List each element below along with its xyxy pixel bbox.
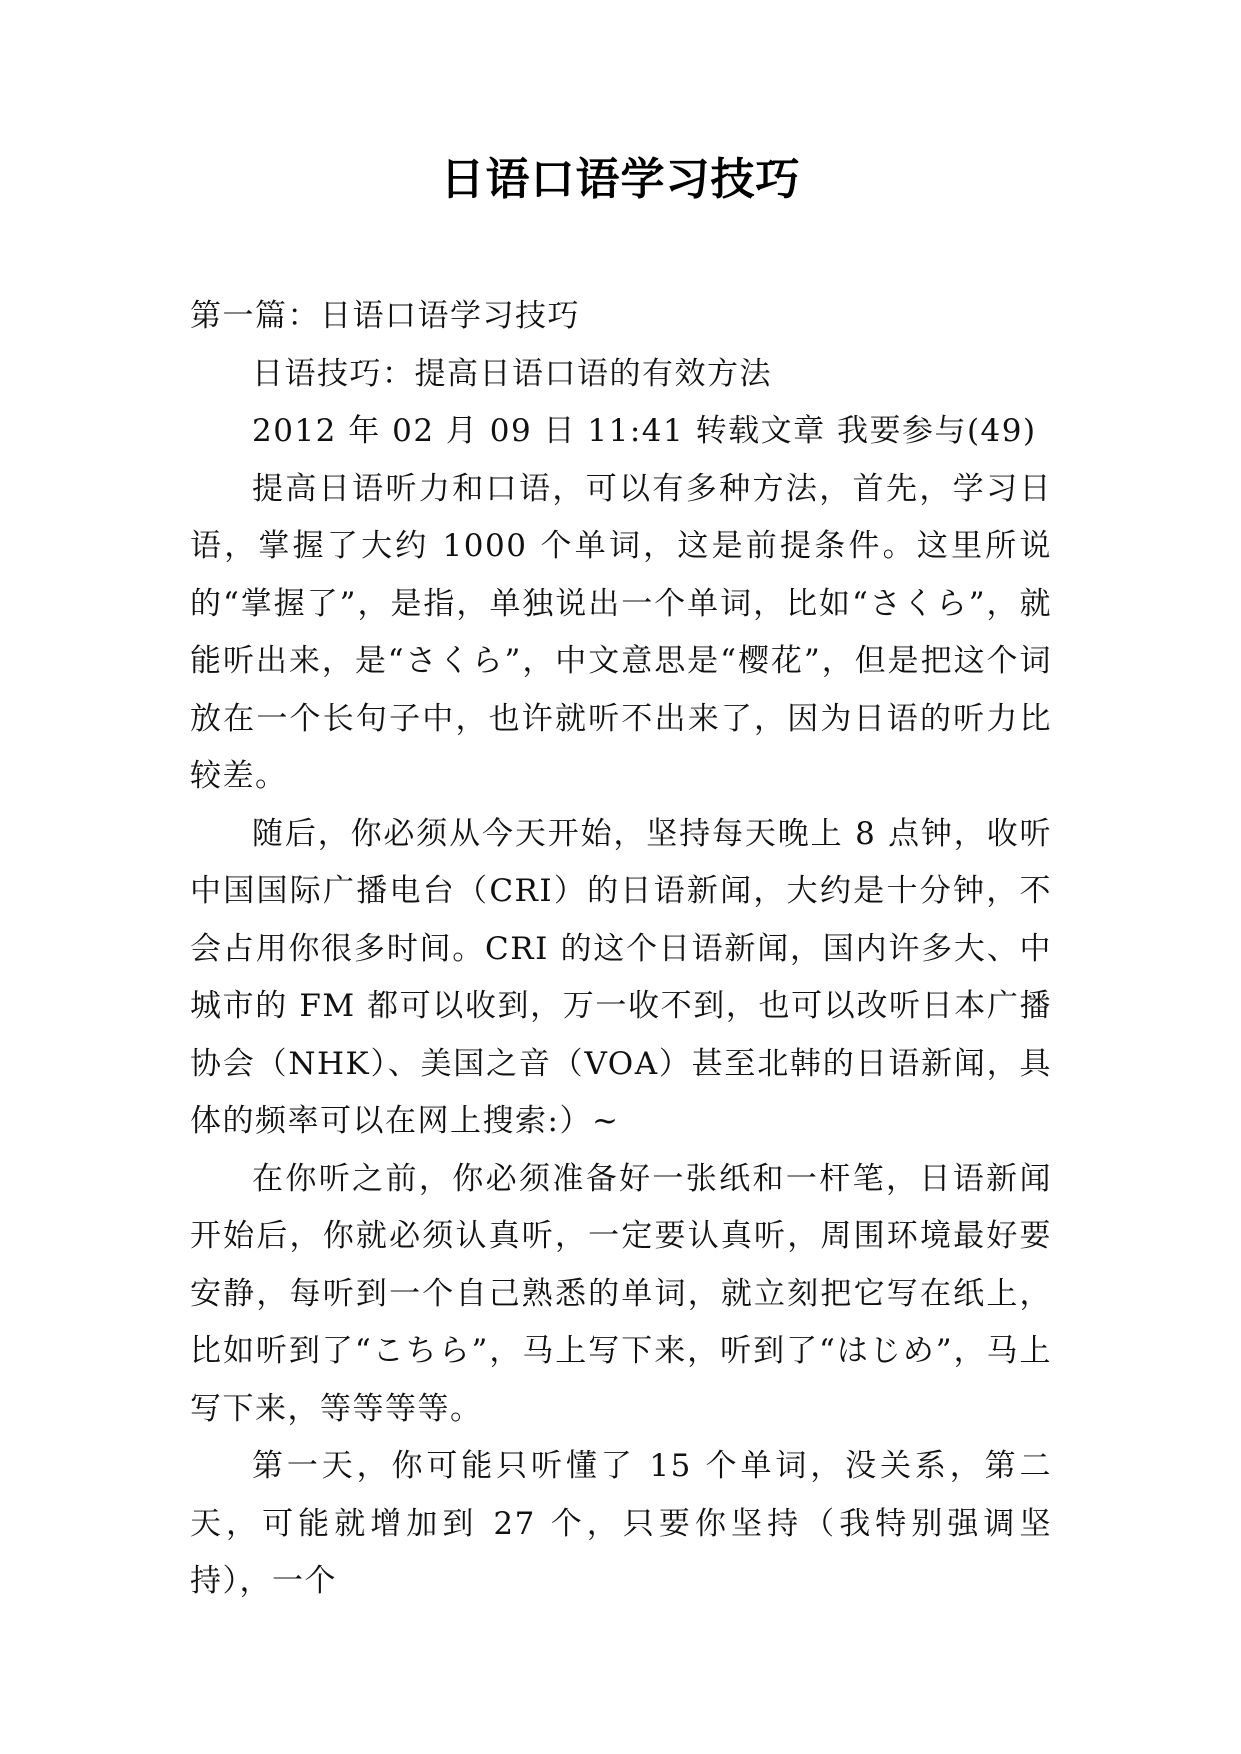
section-heading: 第一篇：日语口语学习技巧 — [190, 298, 580, 334]
article-meta-line: 2012 年 02 月 09 日 11:41 转载文章 我要参与(49) — [252, 413, 1037, 449]
paragraph: 随后，你必须从今天开始，坚持每天晚上 8 点钟，收听中国国际广播电台（CRI）的日语新闻，大约是十分钟，不会占用你很多时间。CRI 的这个日语新闻，国内许多大、中城市的 FM 都可以收到，万一收不到，也可以改听日本广播协会（NHK）、美国之音（VOA）甚至北韩的日语新闻，具体的频率可以在网上搜索:）~ — [190, 815, 1052, 1139]
document-body — [190, 288, 1052, 1611]
page-title: 日语口语学习技巧 — [440, 154, 801, 205]
paragraph: 在你听之前，你必须准备好一张纸和一杆笔，日语新闻开始后，你就必须认真听，一定要认真听，周围环境最好要安静，每听到一个自己熟悉的单词，就立刻把它写在纸上，比如听到了“こちら”，马上写下来，听到了“はじめ”，马上写下来，等等等等。 — [190, 1160, 1052, 1427]
article-subheading: 日语技巧：提高日语口语的有效方法 — [252, 355, 772, 392]
paragraph: 提高日语听力和口语，可以有多种方法，首先，学习日语，掌握了大约 1000 个单词，这是前提条件。这里所说的“掌握了”，是指，单独说出一个单词，比如“さくら”，就能听出来，是“さくら”，中文意思是“樱花”，但是把这个词放在一个长句子中，也许就听不出来了，因为日语的听力比较差。 — [190, 470, 1052, 794]
paragraph: 第一天，你可能只听懂了 15 个单词，没关系，第二天，可能就增加到 27 个，只要你坚持（我特别强调坚持），一个 — [190, 1448, 1052, 1599]
